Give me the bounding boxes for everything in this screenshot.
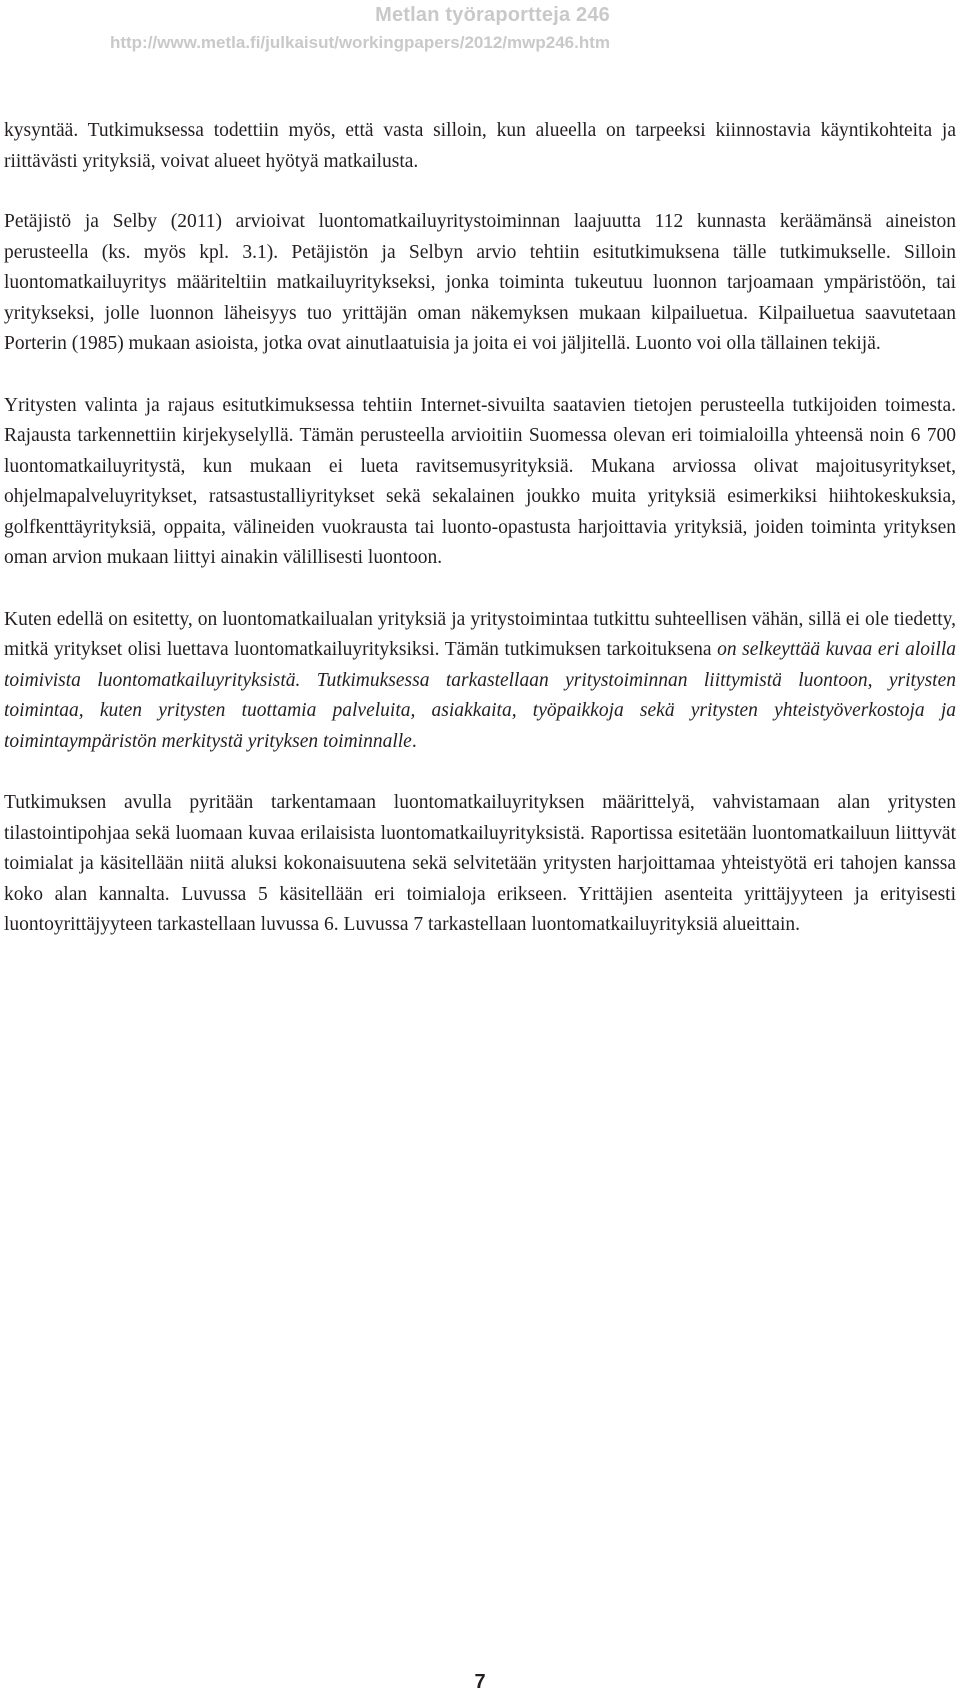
running-header [110, 2, 610, 54]
paragraph-2: Petäjistö ja Selby (2011) arvioivat luontomatkailuyritystoiminnan laajuutta 112 kunnasta keräämänsä aineiston perusteella (ks. myös kpl. 3.1). Petäjistön ja Selbyn arvio tehtiin esitutkimuksena tälle tutkimukselle. Silloin luontomatkailuyritys määriteltiin matkailuyritykseksi, jonka toiminta tukeutuu luonnon tarjoamaan ympäristöön, tai yritykseksi, jolle luonnon läheisyys tuo yrittäjän oman näkemyksen mukaan kilpailuetua. Kilpailuetua saavutetaan Porterin (1985) mukaan asioista, jotka ovat ainutlaatuisia ja joita ei voi jäljitellä. Luonto voi olla tällainen tekijä. [4, 211, 956, 354]
paragraph-4-emphasis: on selkeyttää kuvaa eri aloilla toimivista luontomatkailuyrityksistä. Tutkimuksessa tarkastellaan yritystoiminnan liittymistä luontoon, yritysten toimintaa, kuten yritysten tuottamia palveluita, asiakkaita, työpaikkoja sekä yritysten yhteistyöverkostoja ja toimintaympäristön merkitystä yrityksen toiminnalle [4, 639, 956, 752]
publication-url: http://www.metla.fi/julkaisut/workingpapers/2012/mwp246.htm [109, 33, 610, 52]
paragraph-3: Yritysten valinta ja rajaus esitutkimuksessa tehtiin Internet-sivuilta saatavien tietojen perusteella tutkijoiden toimesta. Rajausta tarkennettiin kirjekyselyllä. Tämän perusteella arvioitiin Suomessa olevan eri toimialoilla yhteensä noin 6 700 luontomatkailuyritystä, kun mukaan ei lueta ravitsemusyrityksiä. Mukana arviossa olivat majoitusyritykset, ohjelmapalveluyritykset, ratsastustalliyritykset sekä sekalainen joukko muita yrityksiä esimerkiksi hiihtokeskuksia, golfkenttäyrityksiä, oppaita, välineiden vuokrausta tai luonto-opastusta harjoittavia yrityksiä, joiden toiminta yrityksen oman arvion mukaan liittyi ainakin välillisesti luontoon. [4, 394, 956, 568]
series-title: Metlan työraportteja 246 [375, 4, 610, 26]
body-text [4, 116, 956, 972]
paragraph-4-end: . [411, 730, 417, 752]
paragraph-4-text: Kuten edellä on esitetty, on luontomatkailualan yrityksiä ja yritystoimintaa tutkittu suhteellisen vähän, sillä ei ole tiedetty, mitkä yritykset olisi luettava luontomatkailuyrityksiksi. Tämän tutkimuksen tarkoituksena [4, 608, 956, 660]
paragraph-4 [4, 605, 956, 758]
paragraph-5: Tutkimuksen avulla pyritään tarkentamaan luontomatkailuyrityksen määrittelyä, vahvistamaan alan yritysten tilastointipohjaa sekä luomaan kuvaa erilaisista luontomatkailuyrityksistä. Raportissa esitetään luontomatkailuun liittyvät toimialat ja käsitellään niitä aluksi kokonaisuutena sekä selvitetään yritysten harjoittamaa yhteistyötä eri tahojen kanssa koko alan kannalta. Luvussa 5 käsitellään eri toimialoja erikseen. Yrittäjien asenteita yrittäjyyteen ja erityisesti luontoyrittäjyyteen tarkastellaan luvussa 6. Luvussa 7 tarkastellaan luontomatkailuyrityksiä alueittain. [4, 792, 956, 935]
page-number: 7 [474, 1671, 486, 1693]
paragraph-1: kysyntää. Tutkimuksessa todettiin myös, että vasta silloin, kun alueella on tarpeeksi kiinnostavia käyntikohteita ja riittävästi yrityksiä, voivat alueet hyötyä matkailusta. [4, 120, 956, 172]
